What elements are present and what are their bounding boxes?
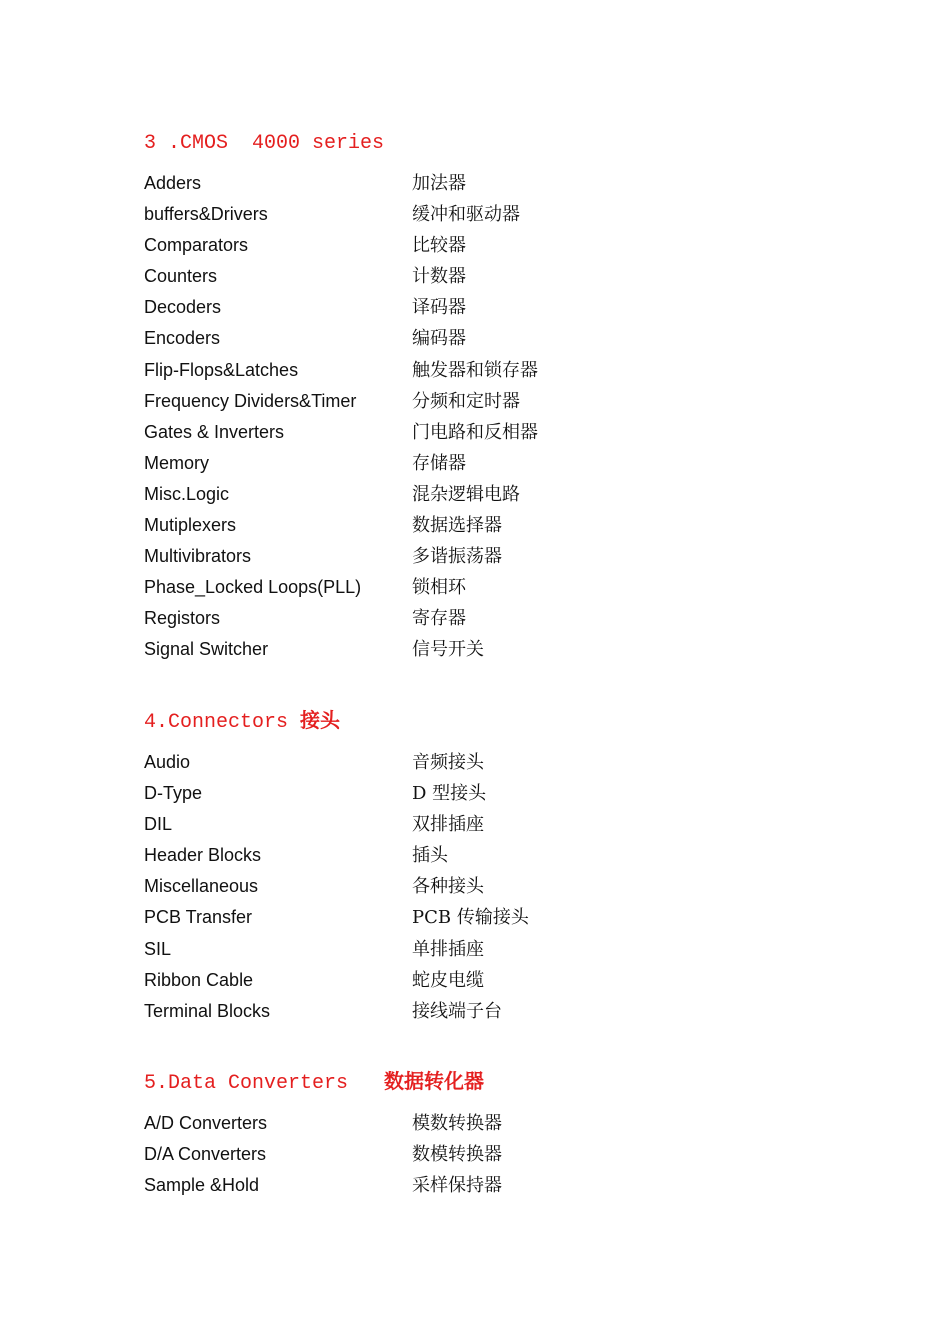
term-zh: 信号开关 — [412, 639, 484, 661]
term-row — [144, 778, 844, 809]
term-zh: 译码器 — [412, 297, 466, 319]
term-zh: PCB 传输接头 — [412, 907, 529, 929]
term-en: PCB Transfer — [144, 907, 253, 928]
term-zh: 采样保持器 — [412, 1175, 502, 1197]
term-en: Decoders — [144, 297, 222, 318]
term-row — [144, 871, 844, 902]
term-en: Counters — [144, 266, 218, 287]
term-row — [144, 355, 844, 386]
term-zh: 接线端子台 — [412, 1000, 502, 1022]
term-en: Misc.Logic — [144, 483, 230, 504]
term-en: Gates & Inverters — [144, 421, 285, 442]
section-connectors — [144, 705, 844, 1027]
term-row — [144, 168, 844, 199]
term-row — [144, 996, 844, 1027]
term-en: Sample &Hold — [144, 1175, 260, 1196]
term-en: Adders — [144, 173, 202, 193]
heading-en: 5.Data Converters — [144, 1072, 385, 1095]
term-row — [144, 1170, 844, 1201]
term-en: SIL — [144, 938, 172, 959]
term-zh: 门电路和反相器 — [412, 421, 538, 443]
term-row — [144, 292, 844, 323]
term-zh: 蛇皮电缆 — [412, 969, 484, 991]
term-row — [144, 1108, 844, 1139]
term-row — [144, 934, 844, 965]
term-zh: 寄存器 — [412, 608, 466, 630]
term-zh: 多谐振荡器 — [412, 546, 502, 568]
term-list — [144, 168, 844, 666]
heading-cn: 数据转化器 — [384, 1069, 485, 1093]
heading-cn: 接头 — [300, 708, 341, 732]
section-heading — [144, 705, 844, 735]
term-zh: 锁相环 — [412, 577, 466, 599]
term-en: Ribbon Cable — [144, 969, 254, 990]
term-row — [144, 1139, 844, 1170]
term-row — [144, 840, 844, 871]
term-row — [144, 572, 844, 603]
term-en: Mutiplexers — [144, 515, 237, 536]
term-zh: 分频和定时器 — [412, 390, 520, 412]
term-en: A/D Converters — [144, 1113, 268, 1133]
term-row — [144, 261, 844, 292]
term-en: Multivibrators — [144, 546, 252, 567]
term-en: Audio — [144, 752, 191, 772]
term-en: Flip-Flops&Latches — [144, 359, 299, 380]
term-zh: 插头 — [412, 845, 448, 867]
term-zh: 各种接头 — [412, 876, 484, 898]
term-en: buffers&Drivers — [144, 204, 268, 225]
term-row — [144, 323, 844, 354]
term-en: Frequency Dividers&Timer — [144, 390, 357, 411]
term-en: Terminal Blocks — [144, 1000, 271, 1021]
term-list — [144, 1108, 844, 1201]
term-en: Miscellaneous — [144, 876, 259, 897]
term-row — [144, 541, 844, 572]
term-row — [144, 603, 844, 634]
term-row — [144, 747, 844, 778]
section-cmos-4000 — [144, 126, 844, 666]
section-data-converters — [144, 1066, 844, 1201]
term-zh: 存储器 — [412, 452, 466, 474]
term-zh: 数模转换器 — [412, 1144, 502, 1166]
term-row — [144, 199, 844, 230]
heading-en: 3 .CMOS 4000 series — [144, 132, 385, 155]
term-row — [144, 902, 844, 933]
term-en: DIL — [144, 814, 173, 835]
term-en: Comparators — [144, 235, 249, 256]
term-row — [144, 230, 844, 261]
term-en: Registors — [144, 608, 221, 629]
term-zh: 混杂逻辑电路 — [412, 483, 520, 505]
term-zh: 缓冲和驱动器 — [412, 204, 520, 226]
term-zh: 音频接头 — [412, 752, 484, 773]
term-en: Header Blocks — [144, 845, 262, 866]
term-en: Memory — [144, 452, 210, 473]
term-zh: D 型接头 — [412, 783, 487, 805]
term-zh: 触发器和锁存器 — [412, 359, 538, 381]
term-row — [144, 510, 844, 541]
term-en: Phase_Locked Loops(PLL) — [144, 577, 362, 598]
term-list — [144, 747, 844, 1027]
term-en: Encoders — [144, 328, 221, 349]
term-row — [144, 386, 844, 417]
term-row — [144, 479, 844, 510]
term-row — [144, 809, 844, 840]
section-heading — [144, 1066, 844, 1096]
term-zh: 数据选择器 — [412, 515, 502, 537]
term-zh: 编码器 — [412, 328, 466, 350]
term-zh: 比较器 — [412, 235, 466, 257]
term-en: D-Type — [144, 783, 203, 804]
term-en: D/A Converters — [144, 1144, 267, 1165]
term-row — [144, 448, 844, 479]
term-row — [144, 965, 844, 996]
term-zh: 单排插座 — [412, 938, 484, 960]
term-zh: 加法器 — [412, 173, 466, 194]
term-en: Signal Switcher — [144, 639, 269, 660]
term-row — [144, 417, 844, 448]
term-row — [144, 634, 844, 665]
term-zh: 双排插座 — [412, 814, 484, 836]
section-heading — [144, 126, 844, 156]
term-zh: 计数器 — [412, 266, 466, 288]
term-zh: 模数转换器 — [412, 1113, 502, 1134]
heading-en: 4.Connectors — [144, 711, 301, 734]
